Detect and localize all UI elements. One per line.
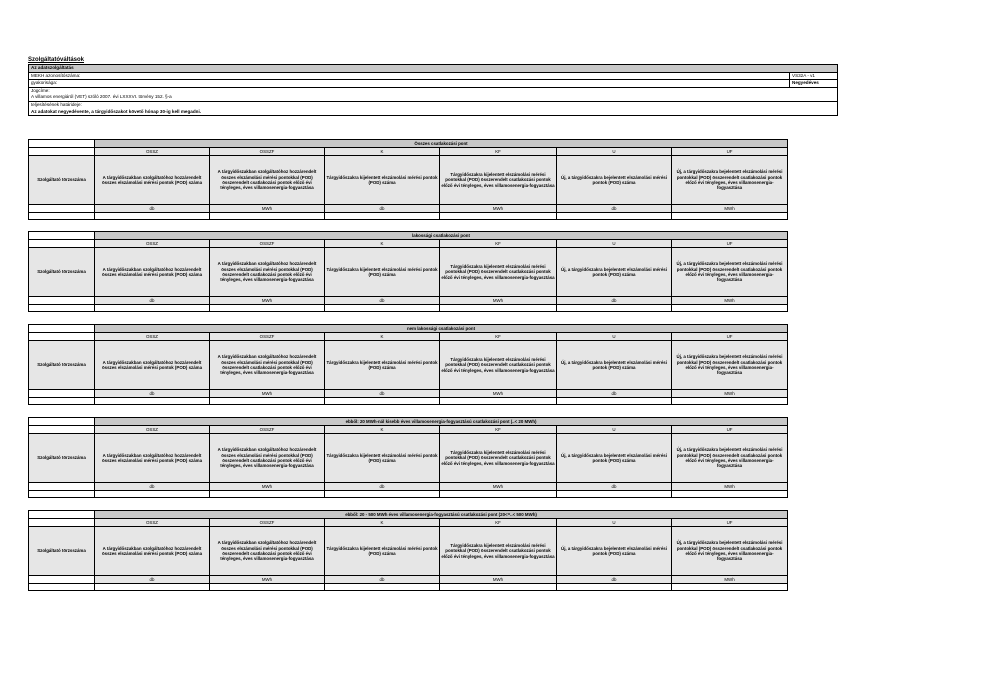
section-title: ebből: 20 - 500 MWh éves villamosenergia-fogyasztású csatlakozási pont (20<=..< 500 MWh) bbox=[95, 511, 788, 519]
empty-data-cell bbox=[325, 213, 440, 220]
column-description: Új, a tárgyidőszakra bejelentett elszámolási mérési pontokkal (POD) összerendelt csatlakozási pontok előző évi tényleges, éves villamosenergia-fogyasztása bbox=[672, 156, 788, 205]
column-unit: db bbox=[557, 205, 672, 213]
empty-data-cell bbox=[325, 398, 440, 405]
column-description: Tárgyidőszakra kijelentett elszámolási mérési pontokkal (POD) összerendelt csatlakozási pontok előző évi tényleges, éves villamosenergia-fogyasztása bbox=[440, 156, 557, 205]
column-code: U bbox=[557, 333, 672, 341]
empty-data-cell bbox=[672, 398, 788, 405]
column-code: K bbox=[325, 426, 440, 434]
row-header: Szolgáltató törzsszáma bbox=[29, 341, 95, 390]
corner-cell bbox=[29, 140, 95, 148]
column-code: UF bbox=[672, 426, 788, 434]
mekh-label: MEKH azonosítószáma: bbox=[31, 72, 81, 78]
frequency-label: gyakorisága: bbox=[31, 80, 58, 86]
column-unit: db bbox=[557, 390, 672, 398]
section-table bbox=[28, 231, 788, 312]
section-table bbox=[28, 417, 788, 498]
column-description: A tárgyidőszakban szolgáltatóhoz hozzárendelt összes elszámolási mérési pontokkal (POD) összerendelt csatlakozási pontok előző évi tényleges, éves villamosenergia-fogyasztása bbox=[210, 527, 325, 576]
column-code: KF bbox=[440, 148, 557, 156]
column-unit: MWh bbox=[210, 297, 325, 305]
column-unit: MWh bbox=[440, 483, 557, 491]
column-description: Tárgyidőszakra kijelentett elszámolási mérési pontok (POD) száma bbox=[325, 156, 440, 205]
code-corner-cell bbox=[29, 148, 95, 156]
column-code: KF bbox=[440, 519, 557, 527]
column-code: K bbox=[325, 333, 440, 341]
column-description: Tárgyidőszakra kijelentett elszámolási mérési pontokkal (POD) összerendelt csatlakozási pontok előző évi tényleges, éves villamosenergia-fogyasztása bbox=[440, 248, 557, 297]
column-code: K bbox=[325, 240, 440, 248]
empty-data-cell bbox=[672, 305, 788, 312]
column-description: A tárgyidőszakban szolgáltatóhoz hozzárendelt összes elszámolási mérési pontok (POD) száma bbox=[95, 341, 210, 390]
empty-data-cell bbox=[210, 305, 325, 312]
corner-cell bbox=[29, 418, 95, 426]
empty-data-cell bbox=[210, 398, 325, 405]
section-title: nem lakossági csatlakozási pont bbox=[95, 325, 788, 333]
unit-corner-cell bbox=[29, 205, 95, 213]
section-title: Összes csatlakozási pont bbox=[95, 140, 788, 148]
column-unit: db bbox=[95, 576, 210, 584]
empty-data-cell bbox=[557, 398, 672, 405]
corner-cell bbox=[29, 232, 95, 240]
empty-data-cell bbox=[672, 584, 788, 591]
column-description: A tárgyidőszakban szolgáltatóhoz hozzárendelt összes elszámolási mérési pontokkal (POD) összerendelt csatlakozási pontok előző évi tényleges, éves villamosenergia-fogyasztása bbox=[210, 156, 325, 205]
column-code: UF bbox=[672, 148, 788, 156]
empty-data-cell bbox=[29, 491, 95, 498]
empty-data-cell bbox=[325, 584, 440, 591]
row-header: Szolgáltató törzsszáma bbox=[29, 434, 95, 483]
corner-cell bbox=[29, 325, 95, 333]
code-corner-cell bbox=[29, 519, 95, 527]
column-code: U bbox=[557, 148, 672, 156]
column-description: Új, a tárgyidőszakra bejelentett elszámolási mérési pontokkal (POD) összerendelt csatlakozási pontok előző évi tényleges, éves villamosenergia-fogyasztása bbox=[672, 248, 788, 297]
column-unit: MWh bbox=[210, 483, 325, 491]
column-unit: MWh bbox=[440, 205, 557, 213]
column-description: Új, a tárgyidőszakra bejelentett elszámolási mérési pontok (POD) száma bbox=[557, 341, 672, 390]
empty-data-cell bbox=[672, 213, 788, 220]
empty-data-cell bbox=[557, 584, 672, 591]
section-title: ebből: 20 MWh-nál kisebb éves villamosenergia-fogyasztású csatlakozási pont (..< 20 MWh) bbox=[95, 418, 788, 426]
column-description: Új, a tárgyidőszakra bejelentett elszámolási mérési pontok (POD) száma bbox=[557, 248, 672, 297]
frequency-row bbox=[29, 80, 837, 88]
section-table bbox=[28, 510, 788, 591]
empty-data-cell bbox=[210, 584, 325, 591]
column-description: A tárgyidőszakban szolgáltatóhoz hozzárendelt összes elszámolási mérési pontok (POD) száma bbox=[95, 527, 210, 576]
column-code: KF bbox=[440, 240, 557, 248]
empty-data-cell bbox=[440, 584, 557, 591]
column-description: Tárgyidőszakra kijelentett elszámolási mérési pontok (POD) száma bbox=[325, 248, 440, 297]
code-corner-cell bbox=[29, 240, 95, 248]
legal-block bbox=[29, 88, 837, 102]
row-header: Szolgáltató törzsszáma bbox=[29, 248, 95, 297]
column-code: KF bbox=[440, 426, 557, 434]
column-unit: MWh bbox=[672, 576, 788, 584]
empty-data-cell bbox=[557, 491, 672, 498]
column-code: OSSZ bbox=[95, 519, 210, 527]
column-code: OSSZF bbox=[210, 240, 325, 248]
empty-data-cell bbox=[672, 491, 788, 498]
corner-cell bbox=[29, 511, 95, 519]
column-code: OSSZ bbox=[95, 333, 210, 341]
section-table bbox=[28, 139, 788, 220]
empty-data-cell bbox=[95, 491, 210, 498]
code-corner-cell bbox=[29, 426, 95, 434]
column-description: Új, a tárgyidőszakra bejelentett elszámolási mérési pontokkal (POD) összerendelt csatlakozási pontok előző évi tényleges, éves villamosenergia-fogyasztása bbox=[672, 527, 788, 576]
column-unit: db bbox=[325, 483, 440, 491]
column-description: Új, a tárgyidőszakra bejelentett elszámolási mérési pontok (POD) száma bbox=[557, 527, 672, 576]
info-section-row bbox=[29, 65, 837, 73]
empty-data-cell bbox=[440, 491, 557, 498]
column-unit: db bbox=[325, 205, 440, 213]
empty-data-cell bbox=[210, 213, 325, 220]
column-unit: db bbox=[95, 390, 210, 398]
empty-data-cell bbox=[95, 213, 210, 220]
column-unit: db bbox=[95, 483, 210, 491]
column-code: KF bbox=[440, 333, 557, 341]
column-code: UF bbox=[672, 333, 788, 341]
column-code: OSSZF bbox=[210, 519, 325, 527]
deadline-text: Az adatokat negyedévente, a tárgyidőszakot követő hónap 30-ig kell megadni. bbox=[31, 108, 202, 114]
column-code: OSSZF bbox=[210, 426, 325, 434]
column-unit: db bbox=[557, 576, 672, 584]
column-unit: db bbox=[557, 483, 672, 491]
empty-data-cell bbox=[29, 213, 95, 220]
column-code: OSSZF bbox=[210, 148, 325, 156]
column-unit: MWh bbox=[672, 205, 788, 213]
column-code: U bbox=[557, 240, 672, 248]
column-unit: MWh bbox=[440, 576, 557, 584]
empty-data-cell bbox=[557, 305, 672, 312]
column-code: OSSZ bbox=[95, 148, 210, 156]
frequency-value: Negyedéves bbox=[789, 80, 837, 87]
column-unit: MWh bbox=[672, 297, 788, 305]
code-corner-cell bbox=[29, 333, 95, 341]
section-label: Az adatszolgáltatás bbox=[31, 65, 74, 70]
column-description: Tárgyidőszakra kijelentett elszámolási mérési pontokkal (POD) összerendelt csatlakozási pontok előző évi tényleges, éves villamosenergia-fogyasztása bbox=[440, 527, 557, 576]
column-code: UF bbox=[672, 240, 788, 248]
column-description: Tárgyidőszakra kijelentett elszámolási mérési pontok (POD) száma bbox=[325, 341, 440, 390]
column-unit: MWh bbox=[440, 390, 557, 398]
legal-text: A villamos energiáról (VET) szóló 2007. évi LXXXVI. törvény 152. §-a bbox=[31, 94, 172, 100]
column-description: Új, a tárgyidőszakra bejelentett elszámolási mérési pontok (POD) száma bbox=[557, 434, 672, 483]
empty-data-cell bbox=[440, 305, 557, 312]
deadline-label: teljesítésének határideje: bbox=[31, 101, 82, 107]
column-unit: MWh bbox=[210, 205, 325, 213]
info-block bbox=[28, 64, 838, 116]
unit-corner-cell bbox=[29, 576, 95, 584]
column-unit: db bbox=[325, 297, 440, 305]
column-code: OSSZ bbox=[95, 426, 210, 434]
column-code: UF bbox=[672, 519, 788, 527]
column-description: Tárgyidőszakra kijelentett elszámolási mérési pontokkal (POD) összerendelt csatlakozási pontok előző évi tényleges, éves villamosenergia-fogyasztása bbox=[440, 434, 557, 483]
row-header: Szolgáltató törzsszáma bbox=[29, 527, 95, 576]
empty-data-cell bbox=[95, 584, 210, 591]
column-unit: MWh bbox=[210, 390, 325, 398]
column-unit: db bbox=[557, 297, 672, 305]
empty-data-cell bbox=[95, 305, 210, 312]
empty-data-cell bbox=[95, 398, 210, 405]
column-unit: db bbox=[325, 390, 440, 398]
unit-corner-cell bbox=[29, 297, 95, 305]
column-description: Új, a tárgyidőszakra bejelentett elszámolási mérési pontokkal (POD) összerendelt csatlakozási pontok előző évi tényleges, éves villamosenergia-fogyasztása bbox=[672, 341, 788, 390]
column-description: Új, a tárgyidőszakra bejelentett elszámolási mérési pontok (POD) száma bbox=[557, 156, 672, 205]
column-description: Tárgyidőszakra kijelentett elszámolási mérési pontokkal (POD) összerendelt csatlakozási pontok előző évi tényleges, éves villamosenergia-fogyasztása bbox=[440, 341, 557, 390]
section-table bbox=[28, 324, 788, 405]
row-header: Szolgáltató törzsszáma bbox=[29, 156, 95, 205]
column-description: A tárgyidőszakban szolgáltatóhoz hozzárendelt összes elszámolási mérési pontokkal (POD) összerendelt csatlakozási pontok előző évi tényleges, éves villamosenergia-fogyasztása bbox=[210, 434, 325, 483]
column-unit: db bbox=[325, 576, 440, 584]
section-title: lakossági csatlakozási pont bbox=[95, 232, 788, 240]
unit-corner-cell bbox=[29, 483, 95, 491]
column-unit: MWh bbox=[210, 576, 325, 584]
empty-data-cell bbox=[210, 491, 325, 498]
column-code: U bbox=[557, 426, 672, 434]
column-unit: MWh bbox=[440, 297, 557, 305]
column-description: A tárgyidőszakban szolgáltatóhoz hozzárendelt összes elszámolási mérési pontok (POD) száma bbox=[95, 248, 210, 297]
column-unit: db bbox=[95, 205, 210, 213]
empty-data-cell bbox=[29, 584, 95, 591]
column-unit: MWh bbox=[672, 390, 788, 398]
deadline-block bbox=[29, 102, 837, 115]
column-description: A tárgyidőszakban szolgáltatóhoz hozzárendelt összes elszámolási mérési pontok (POD) száma bbox=[95, 156, 210, 205]
column-description: Tárgyidőszakra kijelentett elszámolási mérési pontok (POD) száma bbox=[325, 527, 440, 576]
empty-data-cell bbox=[440, 213, 557, 220]
column-description: A tárgyidőszakban szolgáltatóhoz hozzárendelt összes elszámolási mérési pontokkal (POD) összerendelt csatlakozási pontok előző évi tényleges, éves villamosenergia-fogyasztása bbox=[210, 248, 325, 297]
column-description: Új, a tárgyidőszakra bejelentett elszámolási mérési pontokkal (POD) összerendelt csatlakozási pontok előző évi tényleges, éves villamosenergia-fogyasztása bbox=[672, 434, 788, 483]
legal-label: Jogcíme: bbox=[31, 87, 50, 93]
column-code: K bbox=[325, 519, 440, 527]
empty-data-cell bbox=[440, 398, 557, 405]
mekh-value: VS32A - v1 bbox=[789, 73, 837, 80]
empty-data-cell bbox=[325, 305, 440, 312]
column-description: Tárgyidőszakra kijelentett elszámolási mérési pontok (POD) száma bbox=[325, 434, 440, 483]
empty-data-cell bbox=[557, 213, 672, 220]
column-unit: db bbox=[95, 297, 210, 305]
column-description: A tárgyidőszakban szolgáltatóhoz hozzárendelt összes elszámolási mérési pontokkal (POD) összerendelt csatlakozási pontok előző évi tényleges, éves villamosenergia-fogyasztása bbox=[210, 341, 325, 390]
empty-data-cell bbox=[325, 491, 440, 498]
column-description: A tárgyidőszakban szolgáltatóhoz hozzárendelt összes elszámolási mérési pontok (POD) száma bbox=[95, 434, 210, 483]
empty-data-cell bbox=[29, 398, 95, 405]
empty-data-cell bbox=[29, 305, 95, 312]
unit-corner-cell bbox=[29, 390, 95, 398]
column-code: OSSZ bbox=[95, 240, 210, 248]
column-code: OSSZF bbox=[210, 333, 325, 341]
mekh-row bbox=[29, 73, 837, 81]
column-code: K bbox=[325, 148, 440, 156]
column-code: U bbox=[557, 519, 672, 527]
page-title: Szolgáltatóváltások bbox=[28, 57, 85, 63]
column-unit: MWh bbox=[672, 483, 788, 491]
